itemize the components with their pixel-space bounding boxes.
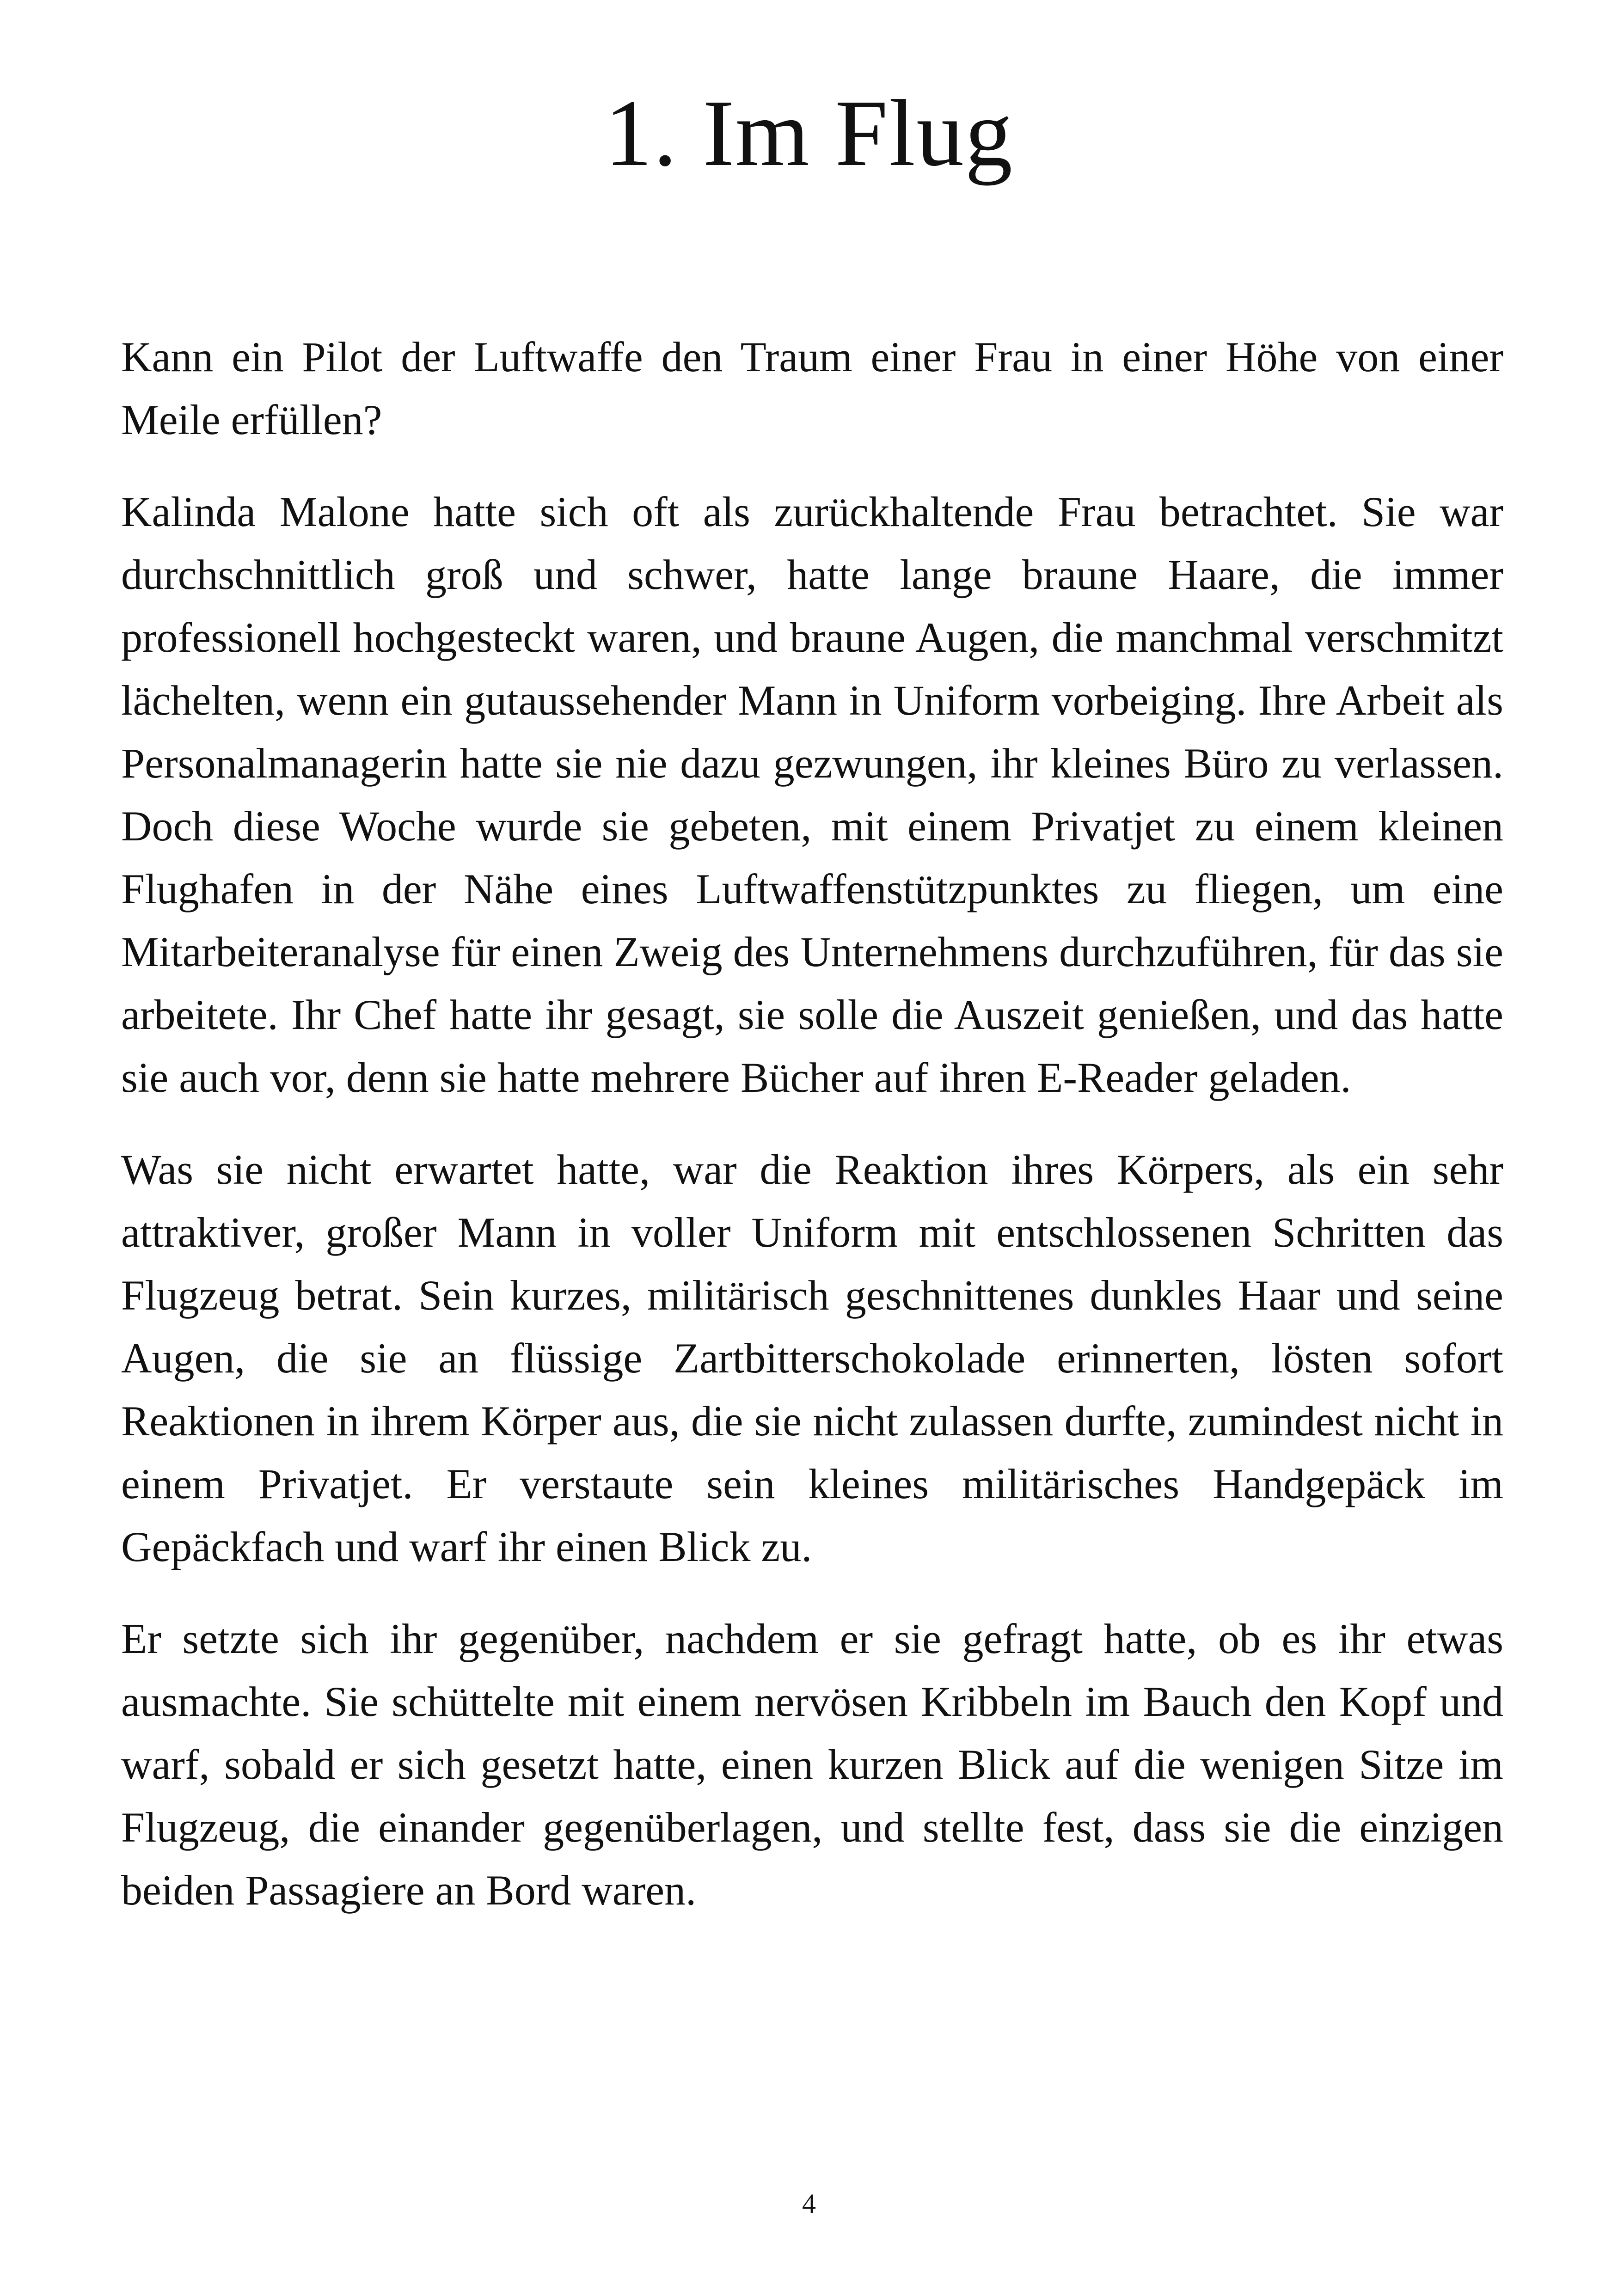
paragraph-3: Was sie nicht erwartet hatte, war die Reaktion ihres Körpers, als ein sehr attraktiver, großer Mann in voller Uniform mit entschlossenen Schritten das Flugzeug betrat. Sein kurzes, militärisch geschnittenes dunkles Haar und seine Augen, die sie an flüssige Zartbitterschokolade erinnerten, lösten sofort Reaktionen in ihrem Körper aus, die sie nicht zulassen durfte, zumindest nicht in einem Privatjet. Er verstaute sein kleines militärisches Handgepäck im Gepäckfach und warf ihr einen Blick zu.	[121, 1146, 1503, 1570]
body-text	[121, 325, 1503, 1951]
chapter-title: 1. Im Flug	[604, 80, 1014, 186]
paragraph-1: Kann ein Pilot der Luftwaffe den Traum einer Frau in einer Höhe von einer Meile erfüllen?	[121, 333, 1503, 443]
paragraph-4: Er setzte sich ihr gegenüber, nachdem er sie gefragt hatte, ob es ihr etwas ausmachte. Sie schüttelte mit einem nervösen Kribbeln im Bauch den Kopf und warf, sobald er sich gesetzt hatte, einen kurzen Blick auf die wenigen Sitze im Flugzeug, die einander gegenüberlagen, und stellte fest, dass sie die einzigen beiden Passagiere an Bord waren.	[121, 1615, 1503, 1914]
page-number: 4	[802, 2188, 816, 2219]
paragraph-2: Kalinda Malone hatte sich oft als zurückhaltende Frau betrachtet. Sie war durchschnittlich groß und schwer, hatte lange braune Haare, die immer professionell hochgesteckt waren, und braune Augen, die manchmal verschmitzt lächelten, wenn ein gutaussehender Mann in Uniform vorbeiging. Ihre Arbeit als Personalmanagerin hatte sie nie dazu gezwungen, ihr kleines Büro zu verlassen. Doch diese Woche wurde sie gebeten, mit einem Privatjet zu einem kleinen Flughafen in der Nähe eines Luftwaffenstützpunktes zu fliegen, um eine Mitarbeiteranalyse für einen Zweig des Unternehmens durchzuführen, für das sie arbeitete. Ihr Chef hatte ihr gesagt, sie solle die Auszeit genießen, und das hatte sie auch vor, denn sie hatte mehrere Bücher auf ihren E-Reader geladen.	[121, 488, 1503, 1101]
